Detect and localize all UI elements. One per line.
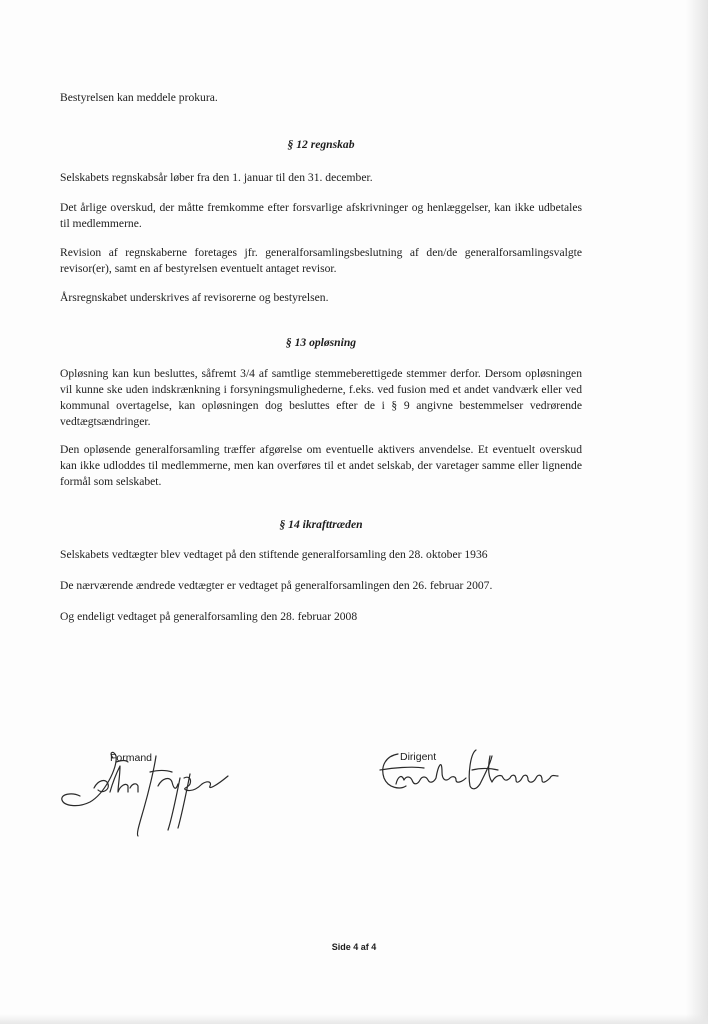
section-heading-12: § 12 regnskab — [287, 138, 355, 151]
paragraph-12-1: Selskabets regnskabsår løber fra den 1. januar til den 31. december. — [60, 171, 373, 184]
paragraph-14-1: Selskabets vedtægter blev vedtaget på den stiftende generalforsamling den 28. oktober 1936 — [60, 548, 488, 561]
intro-paragraph: Bestyrelsen kan meddele prokura. — [60, 91, 218, 104]
formand-signature — [58, 748, 238, 840]
paragraph-12-4: Årsregnskabet underskrives af revisorerne og bestyrelsen. — [60, 291, 329, 304]
paragraph-14-3: Og endeligt vedtaget på generalforsamling den 28. februar 2008 — [60, 610, 358, 623]
paragraph-12-3: Revision af regnskaberne foretages jfr. generalforsamlingsbeslutning af den/de generalforsamlingsvalgte revisor(er), samt en af bestyrelsen eventuelt antaget revisor. — [60, 246, 582, 275]
paragraph-13-2: Den opløsende generalforsamling træffer afgørelse om eventuelle aktivers anvendelse. Et eventuelt overskud kan ikke udloddes til medlemmerne, men kan overføres til et andet selskab, der varetager samme eller lignende formål som selskabet. — [60, 443, 582, 488]
formand-label: Formand — [110, 752, 153, 764]
paragraph-13-1: Opløsning kan kun besluttes, såfremt 3/4 af samtlige stemmeberettigede stemmer derfor. Dersom opløsningen vil kunne ske uden indskrænkning i forsyningsmulighederne, f.eks. ved fusion med et andet vandværk eller ved kommunal overtagelse, kan opløsningen dog besluttes efter de i § 9 angivne bestemmelser vedrørende vedtægtsændringer. — [60, 367, 582, 428]
dirigent-label: Dirigent — [400, 751, 437, 763]
paragraph-14-2: De nærværende ændrede vedtægter er vedtaget på generalforsamlingen den 26. februar 2007. — [60, 579, 493, 592]
paragraph-12-2: Det årlige overskud, der måtte fremkomme efter forsvarlige afskrivninger og henlæggelser, kan ikke udbetales til medlemmerne. — [60, 201, 582, 230]
page-number: Side 4 af 4 — [331, 942, 377, 952]
section-heading-13: § 13 opløsning — [285, 336, 357, 349]
page-edge-shadow — [686, 0, 708, 1024]
dirigent-signature — [376, 746, 566, 804]
section-heading-14: § 14 ikrafttræden — [279, 518, 363, 531]
page-bottom-shadow — [0, 1014, 708, 1024]
